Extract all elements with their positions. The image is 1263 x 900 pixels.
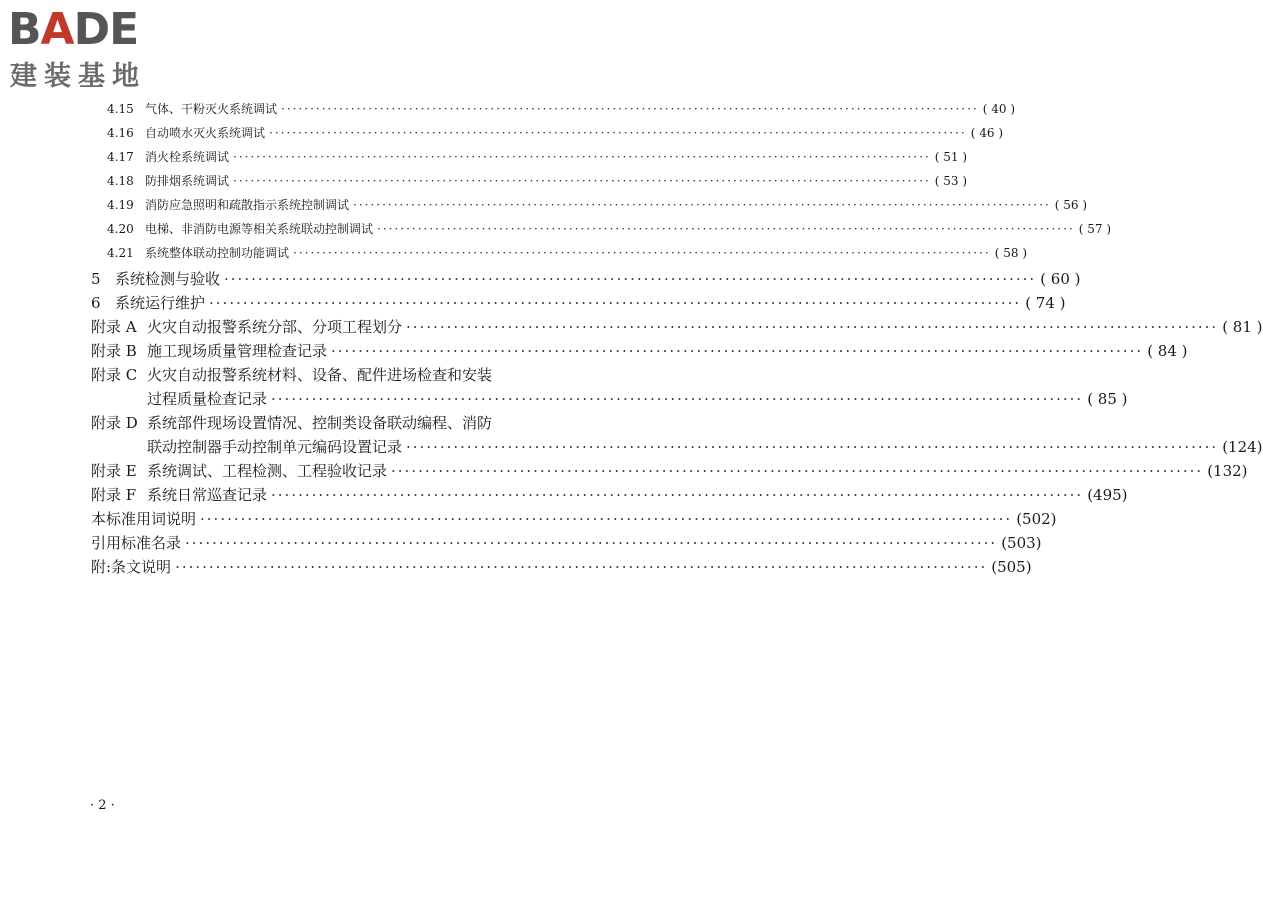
entry-title: 消防应急照明和疏散指示系统控制调试 — [145, 198, 350, 212]
entry-title: 消火栓系统调试 — [145, 150, 230, 164]
entry-title: 施工现场质量管理检查记录 — [147, 342, 328, 360]
dot-leader: ························································································································ — [175, 558, 988, 576]
entry-title: 火灾自动报警系统分部、分项工程划分 — [147, 318, 403, 336]
dot-leader: ························································································································ — [391, 462, 1204, 480]
toc-entry[interactable] — [107, 100, 1016, 117]
entry-title: 系统运行维护 — [115, 294, 206, 312]
entry-number: 4.16 — [107, 126, 134, 140]
entry-title: 附:条文说明 — [91, 558, 172, 576]
entry-number: 4.17 — [107, 150, 134, 164]
entry-number: 4.19 — [107, 198, 134, 212]
entry-title: 过程质量检查记录 — [147, 390, 268, 408]
entry-number: 4.20 — [107, 222, 134, 236]
dot-leader: ························································································································ — [209, 294, 1022, 312]
entry-page: (124) — [1222, 438, 1263, 456]
dot-leader: ························································································································ — [185, 534, 998, 552]
dot-leader: ························································································································ — [200, 510, 1013, 528]
entry-title: 系统整体联动控制功能调试 — [145, 246, 290, 260]
toc-entry[interactable] — [107, 244, 1028, 261]
toc-entry[interactable] — [107, 124, 1004, 141]
toc-appendix[interactable] — [91, 364, 514, 385]
entry-title: 系统调试、工程检测、工程验收记录 — [147, 462, 388, 480]
entry-title: 系统部件现场设置情况、控制类设备联动编程、消防 — [147, 414, 493, 432]
entry-title: 联动控制器手动控制单元编码设置记录 — [147, 438, 403, 456]
dot-leader: ························································································································ — [293, 246, 991, 260]
toc-appendix-continued[interactable] — [147, 436, 1263, 457]
toc-backmatter[interactable] — [91, 508, 1057, 529]
entry-number: 4.15 — [107, 102, 134, 116]
entry-page: (503) — [1001, 534, 1042, 552]
toc-backmatter[interactable] — [91, 556, 1032, 577]
entry-title: 本标准用词说明 — [91, 510, 197, 528]
entry-number: 附录 F — [91, 486, 137, 504]
toc-entry[interactable] — [107, 220, 1112, 237]
toc-appendix[interactable] — [91, 460, 1248, 481]
entry-number: 4.18 — [107, 174, 134, 188]
entry-page: (495) — [1087, 486, 1128, 504]
entry-page: (132) — [1207, 462, 1248, 480]
page-number: · 2 · — [90, 798, 115, 813]
dot-leader: ························································································································ — [406, 318, 1219, 336]
toc-backmatter[interactable] — [91, 532, 1042, 553]
entry-page: ( 57 ) — [1078, 222, 1112, 236]
toc-appendix[interactable] — [91, 316, 1263, 337]
entry-page: ( 58 ) — [994, 246, 1028, 260]
entry-page: ( 40 ) — [982, 102, 1016, 116]
entry-page: (505) — [991, 558, 1032, 576]
dot-leader: ························································································································ — [406, 438, 1219, 456]
toc-entry[interactable] — [107, 172, 968, 189]
entry-number: 附录 D — [91, 414, 138, 432]
dot-leader: ························································································································ — [271, 486, 1084, 504]
entry-title: 系统检测与验收 — [115, 270, 221, 288]
toc-appendix[interactable] — [91, 340, 1188, 361]
entry-title: 电梯、非消防电源等相关系统联动控制调试 — [145, 222, 374, 236]
toc-chapter[interactable] — [91, 268, 1081, 289]
entry-title: 自动喷水灭火系统调试 — [145, 126, 266, 140]
logo-wordmark: BADE — [8, 4, 139, 55]
entry-page: (502) — [1016, 510, 1057, 528]
entry-number: 6 — [91, 294, 101, 312]
toc-entry[interactable] — [107, 196, 1088, 213]
entry-page: ( 85 ) — [1087, 390, 1128, 408]
dot-leader: ························································································································ — [353, 198, 1051, 212]
entry-page: ( 60 ) — [1040, 270, 1081, 288]
dot-leader: ························································································································ — [269, 126, 967, 140]
dot-leader: ························································································································ — [281, 102, 979, 116]
entry-page: ( 81 ) — [1222, 318, 1263, 336]
entry-title: 系统日常巡查记录 — [147, 486, 268, 504]
toc-entry[interactable] — [107, 148, 968, 165]
toc-chapter[interactable] — [91, 292, 1066, 313]
toc-appendix-continued[interactable] — [147, 388, 1128, 409]
entry-page: ( 74 ) — [1025, 294, 1066, 312]
dot-leader: ························································································································ — [377, 222, 1075, 236]
entry-number: 附录 A — [91, 318, 137, 336]
dot-leader: ························································································································ — [331, 342, 1144, 360]
entry-page: ( 51 ) — [934, 150, 968, 164]
entry-page: ( 56 ) — [1054, 198, 1088, 212]
entry-page: ( 53 ) — [934, 174, 968, 188]
toc-appendix[interactable] — [91, 484, 1128, 505]
entry-title: 引用标准名录 — [91, 534, 182, 552]
entry-page: ( 46 ) — [970, 126, 1004, 140]
entry-number: 附录 C — [91, 366, 138, 384]
dot-leader: ························································································································ — [224, 270, 1037, 288]
entry-number: 5 — [91, 270, 101, 288]
entry-page: ( 84 ) — [1147, 342, 1188, 360]
entry-title: 气体、干粉灭火系统调试 — [145, 102, 278, 116]
dot-leader: ························································································································ — [271, 390, 1084, 408]
entry-title: 防排烟系统调试 — [145, 174, 230, 188]
entry-number: 附录 E — [91, 462, 137, 480]
entry-number: 附录 B — [91, 342, 137, 360]
entry-title: 火灾自动报警系统材料、设备、配件进场检查和安装 — [147, 366, 493, 384]
logo-subtitle: 建装基地 — [10, 61, 146, 92]
dot-leader: ························································································································ — [233, 174, 931, 188]
dot-leader: ························································································································ — [233, 150, 931, 164]
toc-appendix[interactable] — [91, 412, 514, 433]
entry-number: 4.21 — [107, 246, 134, 260]
